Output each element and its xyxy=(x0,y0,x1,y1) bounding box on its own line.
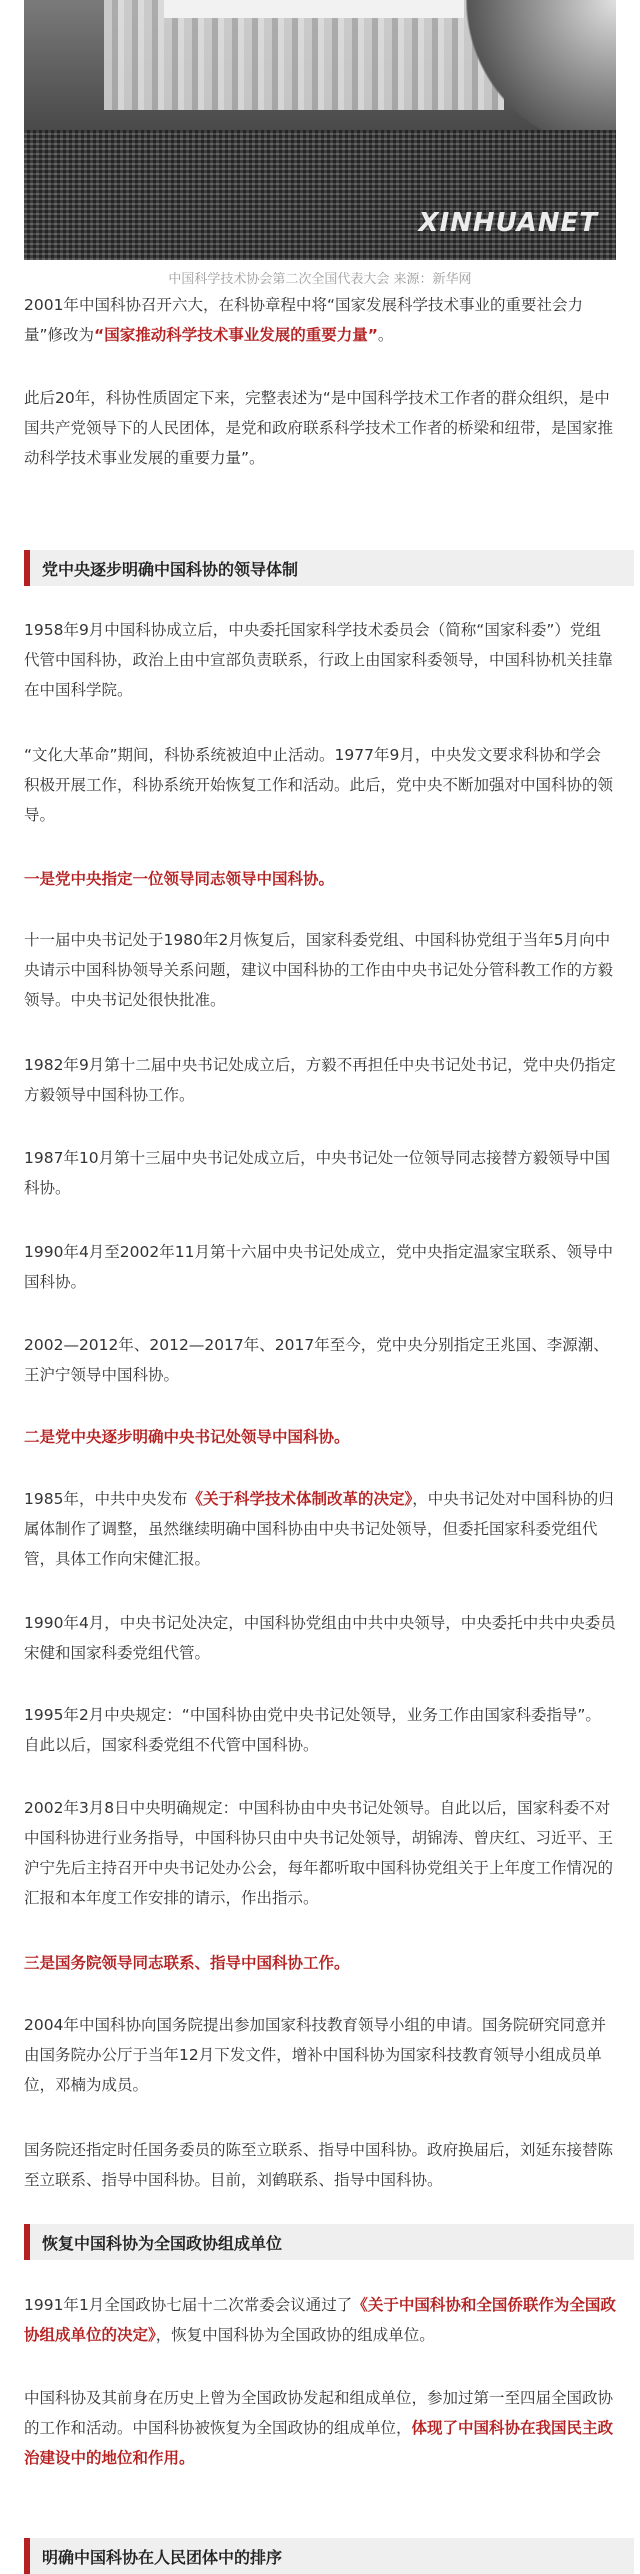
photo-crowd xyxy=(24,130,616,260)
paragraph: 1982年9月第十二届中央书记处成立后，方毅不再担任中央书记处书记，党中央仍指定方毅领导中国科协工作。 xyxy=(24,1056,616,1104)
subheading-2: 二是党中央逐步明确中央书记处领导中国科协。 xyxy=(24,1428,350,1446)
cppcc-decision-highlight: 《关于中国科协和全国侨联作为全国政协组成单位的决定》 xyxy=(24,2296,616,2344)
section-heading-ranking xyxy=(24,2538,634,2574)
subheading-1: 一是党中央指定一位领导同志领导中国科协。 xyxy=(24,870,335,888)
paragraph: 十一届中央书记处于1980年2月恢复后，国家科委党组、中国科协党组于当年5月向中央请示中国科协领导关系问题，建议中国科协的工作由中央书记处分管科教工作的方毅领导。中央书记处很快批准。 xyxy=(24,931,614,1009)
paragraph: 1990年4月，中央书记处决定，中国科协党组由中共中央领导，中央委托中共中央委员宋健和国家科委党组代管。 xyxy=(24,1614,616,1662)
intro-highlight: “国家推动科学技术事业发展的重要力量” xyxy=(94,326,378,344)
photo-banner xyxy=(164,0,464,18)
paragraph: 1985年，中共中央发布《关于科学技术体制改革的决定》，中央书记处对中国科协的归属体制作了调整，虽然继续明确中国科协由中央书记处领导，但委托国家科委党组代管，具体工作向宋健汇报。 xyxy=(24,1490,614,1568)
section-heading-text: 恢复中国科协为全国政协组成单位 xyxy=(42,2233,283,2253)
paragraph: 1958年9月中国科协成立后，中央委托国家科学技术委员会（简称“国家科委”）党组代管中国科协，政治上由中宣部负责联系，行政上由国家科委领导，中国科协机关挂靠在中国科学院。 xyxy=(24,621,614,699)
photo-caption: 中国科学技术协会第二次全国代表大会 来源：新华网 xyxy=(168,272,472,287)
paragraph: 2004年中国科协向国务院提出参加国家科技教育领导小组的申请。国务院研究同意并由国务院办公厅于当年12月下发文件，增补中国科协为国家科技教育领导小组成员单位，邓楠为成员。 xyxy=(24,2016,606,2094)
paragraph: 2002—2012年、2012—2017年、2017年至今，党中央分别指定王兆国、李源潮、王沪宁领导中国科协。 xyxy=(24,1336,609,1384)
section-heading-cppcc xyxy=(24,2224,634,2260)
intro-paragraph-2: 此后20年，科协性质固定下来，完整表述为“是中国科学技术工作者的群众组织，是中国共产党领导下的人民团体，是党和政府联系科学技术工作者的桥梁和纽带，是国家推动科学技术事业发展的重要力量”。 xyxy=(24,389,614,467)
congress-photo xyxy=(24,0,616,260)
photo-balcony xyxy=(466,0,616,150)
paragraph: 2002年3月8日中央明确规定：中国科协由中央书记处领导。自此以后，国家科委不对中国科协进行业务指导，中国科协只由中央书记处领导，胡锦涛、曾庆红、习近平、王沪宁先后主持召开中央书记处办公会，每年都听取中国科协党组关于上年度工作情况的汇报和本年度工作安排的请示，作出指示。 xyxy=(24,1799,614,1907)
paragraph: 1987年10月第十三届中央书记处成立后，中央书记处一位领导同志接替方毅领导中国科协。 xyxy=(24,1149,611,1197)
intro-paragraph-1: 2001年中国科协召开六大，在科协章程中将“国家发展科学技术事业的重要社会力量”修改为“国家推动科学技术事业发展的重要力量”。 xyxy=(24,296,583,344)
paragraph: 1995年2月中央规定：“中国科协由党中央书记处领导，业务工作由国家科委指导”。自此以后，国家科委党组不代管中国科协。 xyxy=(24,1706,601,1754)
paragraph: 国务院还指定时任国务委员的陈至立联系、指导中国科协。政府换届后，刘延东接替陈至立联系、指导中国科协。目前，刘鹤联系、指导中国科协。 xyxy=(24,2141,614,2189)
paragraph: 中国科协及其前身在历史上曾为全国政协发起和组成单位，参加过第一至四届全国政协的工作和活动。中国科协被恢复为全国政协的组成单位，体现了中国科协在我国民主政治建设中的地位和作用。 xyxy=(24,2389,614,2467)
role-highlight: 体现了中国科协在我国民主政治建设中的地位和作用。 xyxy=(24,2419,614,2467)
subheading-3: 三是国务院领导同志联系、指导中国科协工作。 xyxy=(24,1954,350,1972)
paragraph: “文化大革命”期间，科协系统被迫中止活动。1977年9月，中央发文要求科协和学会积极开展工作，科协系统开始恢复工作和活动。此后，党中央不断加强对中国科协的领导。 xyxy=(24,746,614,824)
section-heading-text: 党中央逐步明确中国科协的领导体制 xyxy=(42,559,299,579)
decision-highlight: 《关于科学技术体制改革的决定》 xyxy=(187,1490,413,1508)
paragraph: 1990年4月至2002年11月第十六届中央书记处成立，党中央指定温家宝联系、领导中国科协。 xyxy=(24,1243,613,1291)
section-heading-leadership xyxy=(24,550,634,586)
paragraph: 1991年1月全国政协七届十二次常委会议通过了《关于中国科协和全国侨联作为全国政协组成单位的决定》，恢复中国科协为全国政协的组成单位。 xyxy=(24,2296,616,2344)
photo-watermark: XINHUANET xyxy=(418,208,598,238)
section-heading-text: 明确中国科协在人民团体中的排序 xyxy=(42,2547,283,2567)
